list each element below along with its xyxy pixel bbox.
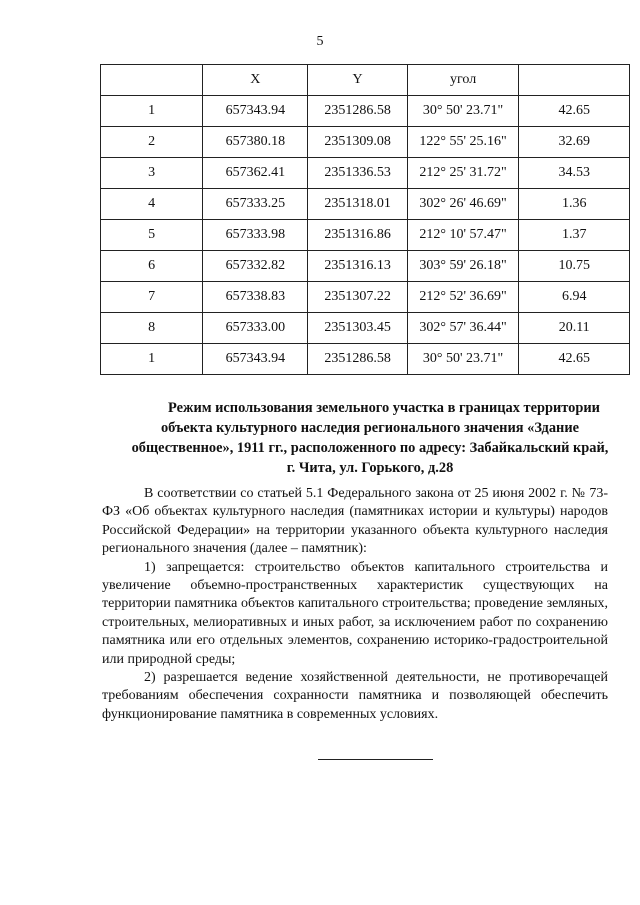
cell-point-number: 7 (101, 282, 203, 313)
paragraph: 1) запрещается: строительство объектов капитального строительства и увеличение объемно-пространственных характеристик существующих на территории памятника объектов капитального строительства; проведение земляных, строительных, мелиоративных и иных работ, за исключением работ по сохранению памятника или его отдельных элементов, сохранению историко-градостроительной или природной среды; (102, 559, 608, 667)
coordinates-table (100, 64, 630, 375)
table-row (101, 251, 630, 282)
cell-length: 42.65 (519, 344, 630, 375)
cell-x: 657333.00 (203, 313, 308, 344)
table-row (101, 282, 630, 313)
cell-length: 20.11 (519, 313, 630, 344)
cell-point-number: 2 (101, 127, 203, 158)
body-text (102, 485, 608, 724)
header-length (519, 65, 630, 96)
cell-length: 34.53 (519, 158, 630, 189)
table-body (101, 96, 630, 375)
cell-angle: 30° 50' 23.71" (407, 96, 519, 127)
table-row (101, 344, 630, 375)
cell-point-number: 1 (101, 96, 203, 127)
cell-y: 2351336.53 (308, 158, 407, 189)
table-row (101, 220, 630, 251)
cell-y: 2351303.45 (308, 313, 407, 344)
cell-y: 2351316.13 (308, 251, 407, 282)
cell-angle: 122° 55' 25.16" (407, 127, 519, 158)
cell-length: 1.36 (519, 189, 630, 220)
cell-x: 657343.94 (203, 344, 308, 375)
cell-length: 1.37 (519, 220, 630, 251)
cell-y: 2351316.86 (308, 220, 407, 251)
cell-point-number: 3 (101, 158, 203, 189)
cell-angle: 303° 59' 26.18" (407, 251, 519, 282)
table-header-row (101, 65, 630, 96)
table-row (101, 189, 630, 220)
paragraph: В соответствии со статьей 5.1 Федерального закона от 25 июня 2002 г. № 73-ФЗ «Об объектах культурного наследия (памятниках истории и культуры) народов Российской Федерации» на территории указанного объекта культурного наследия регионального значения (далее – памятник): (102, 486, 608, 557)
heading-line: общественное», 1911 гг., расположенного по адресу: Забайкальский край, (131, 440, 609, 456)
header-x: X (203, 65, 308, 96)
cell-point-number: 1 (101, 344, 203, 375)
section-heading (120, 398, 620, 478)
table-row (101, 158, 630, 189)
table-row (101, 313, 630, 344)
signature-line (318, 759, 433, 760)
header-y: Y (308, 65, 407, 96)
cell-x: 657332.82 (203, 251, 308, 282)
cell-angle: 212° 10' 57.47" (407, 220, 519, 251)
cell-length: 32.69 (519, 127, 630, 158)
cell-y: 2351309.08 (308, 127, 407, 158)
cell-angle: 212° 25' 31.72" (407, 158, 519, 189)
cell-length: 10.75 (519, 251, 630, 282)
cell-y: 2351318.01 (308, 189, 407, 220)
header-angle: угол (407, 65, 519, 96)
cell-x: 657362.41 (203, 158, 308, 189)
paragraph: 2) разрешается ведение хозяйственной деятельности, не противоречащей требованиям обеспечения сохранности памятника и позволяющей обеспечить функционирование памятника в современных условиях. (102, 670, 608, 722)
page-number: 5 (316, 34, 324, 49)
heading-line: Режим использования земельного участка в границах территории (168, 400, 600, 416)
cell-x: 657333.25 (203, 189, 308, 220)
cell-y: 2351307.22 (308, 282, 407, 313)
heading-line: объекта культурного наследия регионального значения «Здание (160, 420, 580, 436)
cell-point-number: 4 (101, 189, 203, 220)
cell-point-number: 6 (101, 251, 203, 282)
heading-line: г. Чита, ул. Горького, д.28 (286, 460, 454, 476)
cell-y: 2351286.58 (308, 344, 407, 375)
cell-length: 6.94 (519, 282, 630, 313)
table-row (101, 127, 630, 158)
cell-length: 42.65 (519, 96, 630, 127)
cell-x: 657380.18 (203, 127, 308, 158)
header-point-number (101, 65, 203, 96)
cell-point-number: 8 (101, 313, 203, 344)
cell-x: 657343.94 (203, 96, 308, 127)
cell-angle: 212° 52' 36.69" (407, 282, 519, 313)
cell-x: 657333.98 (203, 220, 308, 251)
cell-y: 2351286.58 (308, 96, 407, 127)
table-row (101, 96, 630, 127)
cell-angle: 302° 26' 46.69" (407, 189, 519, 220)
cell-point-number: 5 (101, 220, 203, 251)
cell-x: 657338.83 (203, 282, 308, 313)
cell-angle: 302° 57' 36.44" (407, 313, 519, 344)
cell-angle: 30° 50' 23.71" (407, 344, 519, 375)
